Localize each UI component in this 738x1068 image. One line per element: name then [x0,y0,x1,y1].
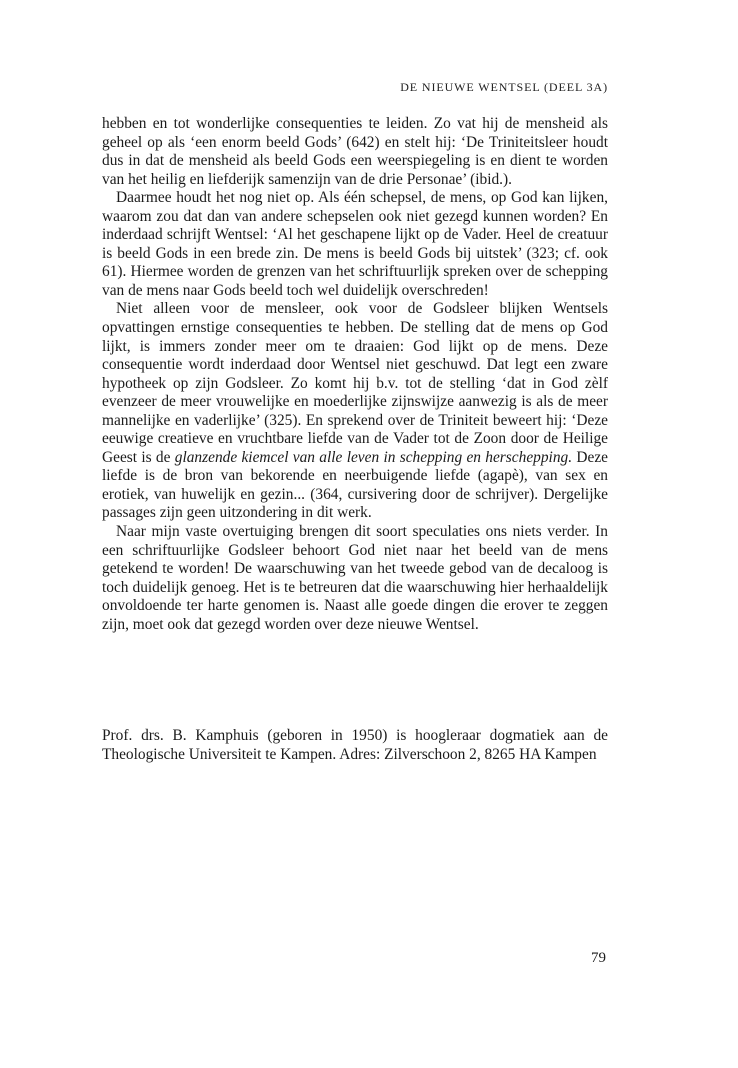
running-head: DE NIEUWE WENTSEL (DEEL 3A) [400,80,608,94]
author-note: Prof. drs. B. Kamphuis (geboren in 1950) is hoogleraar dogmatiek aan de Theologische Universiteit te Kampen. Adres: Zilverschoon 2, 8265 HA Kampen [102,727,608,763]
article-body [102,115,608,634]
paragraph-3-italic-quote: glanzende kiemcel van alle leven in schepping en herschepping. [174,448,573,466]
paragraph-1: hebben en tot wonderlijke consequenties te leiden. Zo vat hij de mensheid als geheel op als ‘een enorm beeld Gods’ (642) en stelt hij: ‘De Triniteitsleer houdt dus in dat de mensheid als beeld Gods een weerspiegeling is en dient te worden van het heilig en liefderijk samenzijn van de drie Personae’ (ibid.). [102,115,608,188]
page-number: 79 [591,950,606,966]
paragraph-3-text-start: Niet alleen voor de mensleer, ook voor de Godsleer blijken Wentsels opvattingen ernstige consequenties te hebben. De stelling dat de mens op God lijkt, is immers zonder meer om te draaien: God lijkt op de mens. Deze consequentie wordt inderdaad door Wentsel niet geschuwd. Dat legt een zware hypotheek op zijn Godsleer. Zo komt hij b.v. tot de stelling ‘dat in God zèlf evenzeer de meer vrouwelijke en moederlijke zijnswijze aanwezig is als de meer mannelijke en vaderlijke’ (325). En sprekend over de Triniteit beweert hij: ‘Deze eeuwige creatieve en vruchtbare liefde van de Vader tot de Zoon door de Heilige Geest is de [102,300,608,466]
paragraph-3-text-end: Deze liefde is de bron van bekorende en neerbuigende liefde (agapè), van sex en erotiek, van huwelijk en gezin... (364, cursivering door de schrijver). Dergelijke passages zijn geen uitzondering in dit werk. [102,448,608,522]
paragraph-4: Naar mijn vaste overtuiging brengen dit soort speculaties ons niets verder. In een schriftuurlijke Godsleer behoort God niet naar het beeld van de mens getekend te worden! De waarschuwing van het tweede gebod van de decaloog is toch duidelijk genoeg. Het is te betreuren dat die waarschuwing hier herhaaldelijk onvoldoende ter harte genomen is. Naast alle goede dingen die erover te zeggen zijn, moet ook dat gezegd worden over deze nieuwe Wentsel. [102,523,608,633]
paragraph-3 [102,300,608,523]
paragraph-2: Daarmee houdt het nog niet op. Als één schepsel, de mens, op God kan lijken, waarom zou dat dan van andere schepselen ook niet gezegd kunnen worden? En inderdaad schrijft Wentsel: ‘Al het geschapene lijkt op de Vader. Heel de creatuur is beeld Gods in een brede zin. De mens is beeld Gods bij uitstek’ (323; cf. ook 61). Hiermee worden de grenzen van het schriftuurlijk spreken over de schepping van de mens naar Gods beeld toch wel duidelijk overschreden! [102,189,608,299]
